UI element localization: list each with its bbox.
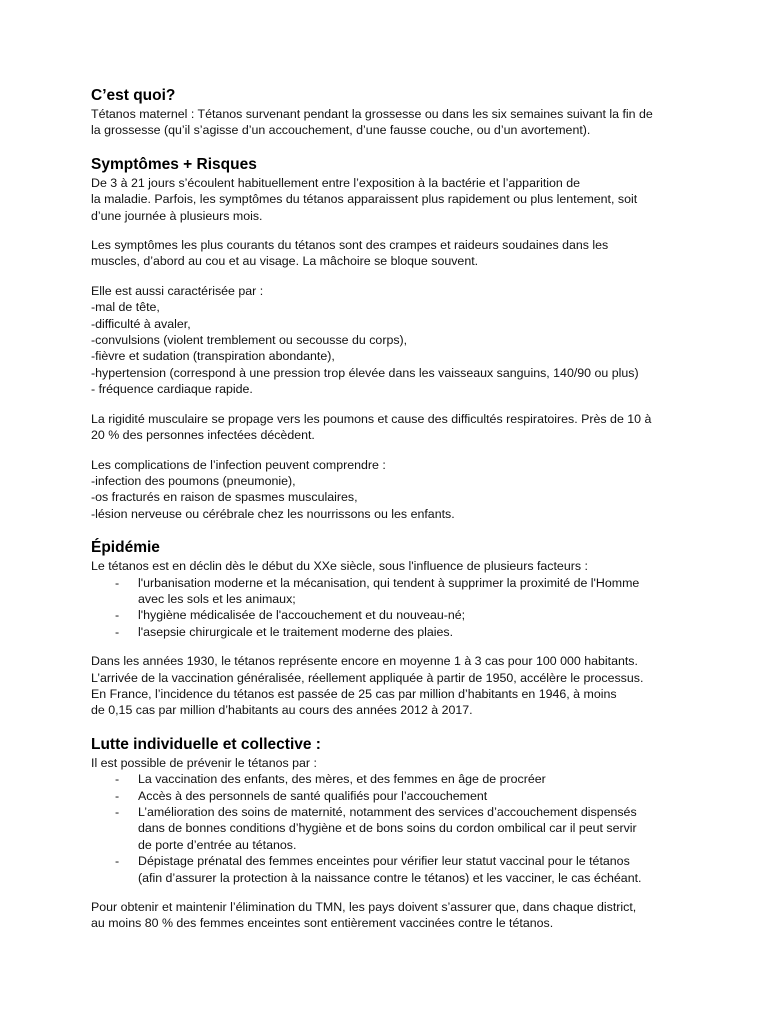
text-line: 20 % des personnes infectées décèdent. [91, 428, 315, 443]
text-line: dans de bonnes conditions d’hygiène et de bons soins du cordon ombilical car il peut servir [138, 821, 637, 836]
symptoms-paragraph-4 [91, 411, 683, 444]
text-line: l'asepsie chirurgicale et le traitement moderne des plaies. [138, 624, 454, 639]
text-line: l'hygiène médicalisée de l'accouchement et du nouveau-né; [138, 608, 466, 623]
document-page [91, 86, 683, 932]
text-line: Pour obtenir et maintenir l’élimination du TMN, les pays doivent s’assurer que, dans chaque district, [91, 900, 637, 915]
text-line: L’amélioration des soins de maternité, notamment des services d’accouchement dispensés [138, 805, 637, 819]
text-line: Dans les années 1930, le tétanos représente encore en moyenne 1 à 3 cas pour 100 000 habitants. [91, 654, 638, 669]
epidemic-history-paragraph [91, 653, 683, 719]
text-line: l'urbanisation moderne et la mécanisation, qui tendent à supprimer la proximité de l'Homme [138, 575, 640, 590]
text-line: La vaccination des enfants, des mères, et des femmes en âge de procréer [138, 772, 546, 787]
text-line: -difficulté à avaler, [91, 316, 191, 331]
text-line: -lésion nerveuse ou cérébrale chez les nourrissons ou les enfants. [91, 506, 455, 521]
dash-bullet: - [115, 772, 120, 787]
section-heading-epidemic: Épidémie [91, 539, 160, 557]
dash-bullet: - [115, 624, 120, 639]
list-item [91, 853, 683, 886]
text-line: -mal de tête, [91, 300, 160, 315]
what-paragraph [91, 106, 683, 139]
text-line: L’arrivée de la vaccination généralisée, réellement appliquée à partir de 1950, accélère le processus. [91, 670, 644, 685]
text-line: -os fracturés en raison de spasmes musculaires, [91, 490, 358, 505]
text-line: la grossesse (qu’il s’agisse d’un accouchement, d’une fausse couche, ou d’un avortement). [91, 123, 591, 138]
dash-bullet: - [115, 854, 120, 869]
dash-bullet: - [115, 608, 120, 623]
text-line: d’une journée à plusieurs mois. [91, 208, 263, 223]
text-line: Les symptômes les plus courants du tétanos sont des crampes et raideurs soudaines dans les [91, 238, 609, 253]
complications-paragraph [91, 457, 683, 523]
text-line: En France, l’incidence du tétanos est passée de 25 cas par million d’habitants en 1946, à moins [91, 686, 617, 701]
list-item [91, 771, 683, 787]
text-line: de porte d’entrée au tétanos. [138, 837, 297, 852]
text-line: La rigidité musculaire se propage vers les poumons et cause des difficultés respiratoires. Près de 10 à [91, 411, 652, 426]
list-item [91, 788, 683, 804]
text-line: au moins 80 % des femmes enceintes sont entièrement vaccinées contre le tétanos. [91, 916, 554, 931]
text-line: la maladie. Parfois, les symptômes du tétanos apparaissent plus rapidement ou plus lentement, soit [91, 192, 638, 207]
text-line: -convulsions (violent tremblement ou secousse du corps), [91, 333, 408, 348]
dash-bullet: - [115, 805, 120, 819]
list-item [91, 804, 683, 853]
symptoms-paragraph-2 [91, 237, 683, 270]
text-line: de 0,15 cas par million d’habitants au cours des années 2012 à 2017. [91, 703, 473, 718]
list-item [91, 607, 683, 623]
text-line: Elle est aussi caractérisée par : [91, 283, 264, 298]
prevention-list [91, 771, 683, 886]
dash-bullet: - [115, 575, 120, 590]
section-heading-fight: Lutte individuelle et collective : [91, 735, 321, 753]
list-item [91, 575, 683, 608]
text-line: - fréquence cardiaque rapide. [91, 382, 253, 397]
epidemic-intro: Le tétanos est en déclin dès le début du XXe siècle, sous l'influence de plusieurs facteurs : [91, 559, 588, 574]
text-line: -fièvre et sudation (transpiration abondante), [91, 349, 335, 364]
symptoms-list-paragraph [91, 283, 683, 398]
text-line: De 3 à 21 jours s’écoulent habituellement entre l’exposition à la bactérie et l’apparition de [91, 175, 581, 190]
text-line: -hypertension (correspond à une pression trop élevée dans les vaisseaux sanguins, 140/90 ou plus) [91, 365, 639, 380]
text-line: avec les sols et les animaux; [138, 591, 296, 606]
text-line: muscles, d’abord au cou et au visage. La mâchoire se bloque souvent. [91, 254, 479, 269]
text-line: (afin d’assurer la protection à la naissance contre le tétanos) et les vacciner, le cas échéant. [138, 870, 642, 885]
symptoms-paragraph-1 [91, 175, 683, 224]
epidemic-factor-list [91, 575, 683, 641]
text-line: Tétanos maternel : Tétanos survenant pendant la grossesse ou dans les six semaines suivant la fin de [91, 107, 653, 121]
text-line: Accès à des personnels de santé qualifiés pour l’accouchement [138, 788, 488, 803]
elimination-paragraph [91, 899, 683, 932]
list-item [91, 624, 683, 640]
fight-intro: Il est possible de prévenir le tétanos par : [91, 755, 317, 770]
section-heading-what: C’est quoi? [91, 87, 176, 104]
section-heading-symptoms: Symptômes + Risques [91, 155, 257, 173]
text-line: Dépistage prénatal des femmes enceintes pour vérifier leur statut vaccinal pour le tétanos [138, 854, 630, 869]
text-line: Les complications de l’infection peuvent comprendre : [91, 457, 386, 472]
dash-bullet: - [115, 788, 120, 803]
text-line: -infection des poumons (pneumonie), [91, 473, 296, 488]
